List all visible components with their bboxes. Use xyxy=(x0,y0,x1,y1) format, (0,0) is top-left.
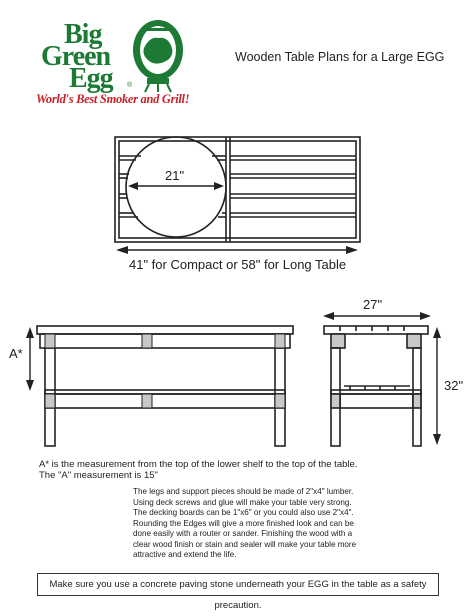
a-dimension-label: A* xyxy=(9,346,23,361)
a-measurement-value: The "A" measurement is 15" xyxy=(39,470,158,481)
height-label: 32" xyxy=(444,378,464,393)
logo-word-big: Big xyxy=(64,19,102,50)
front-view xyxy=(37,326,293,446)
logo-word-egg: Egg xyxy=(69,63,113,94)
instructions-text: The legs and support pieces should be made of 2"x4" lumber. Using deck screws and glue will make your table very strong. The decking boards can be 1"x6" or you could also use 2"x4". Rounding the Edges will give a more finished look and can be done easily with a router or sander. Finishing the wood with a clear wood finish or stain and sealer will make your table more attractive and extend the life. xyxy=(133,487,357,559)
top-view-outline xyxy=(115,137,360,242)
length-label: 41" for Compact or 58" for Long Table xyxy=(129,257,347,272)
safety-footer: Make sure you use a concrete paving stone underneath your EGG in the table as a safety precaution. xyxy=(37,573,439,596)
a-measurement-note: A* is the measurement from the top of the lower shelf to the top of the table. xyxy=(39,459,358,470)
registered-mark: ® xyxy=(127,82,133,89)
hole-diameter-label: 21" xyxy=(165,168,185,183)
depth-label: 27" xyxy=(363,297,383,312)
egg-hole xyxy=(126,137,226,237)
logo-word-green: Green xyxy=(41,41,111,72)
brand-tagline: World's Best Smoker and Grill! xyxy=(36,92,190,106)
side-view xyxy=(324,326,428,446)
page-title: Wooden Table Plans for a Large EGG xyxy=(235,50,445,64)
